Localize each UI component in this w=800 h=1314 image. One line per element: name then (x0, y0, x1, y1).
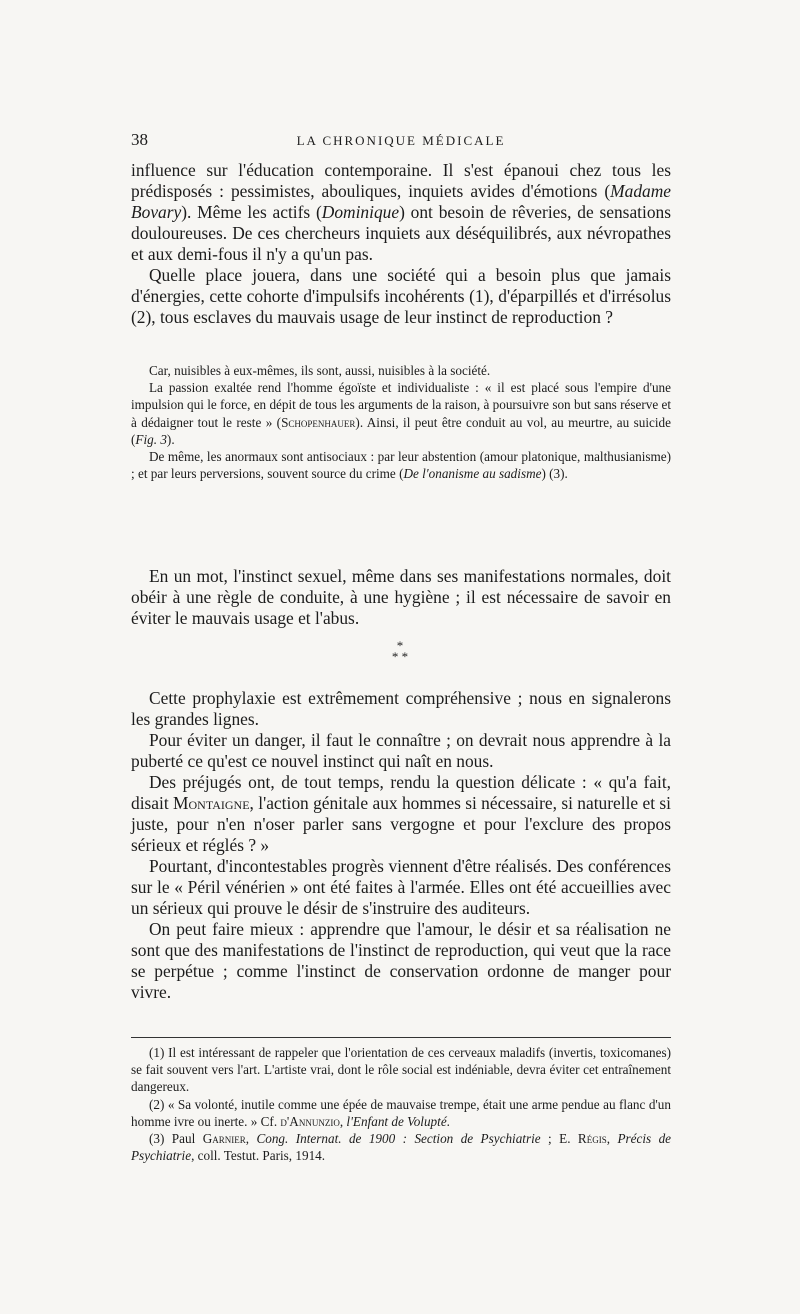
footnote-rule (131, 1037, 671, 1038)
footnote-2: (2) « Sa volonté, inutile comme une épée de mauvaise trempe, était une arme pendue au flanc d'un homme ivre ou inerte. » Cf. d'Annunzio, l'Enfant de Volupté. (131, 1096, 671, 1129)
paragraph-4: Pour éviter un danger, il faut le connaître ; on devrait nous apprendre à la puberté ce qu'est ce nouvel instinct qui naît en nous. (131, 730, 671, 771)
author-name: d'Annunzio (280, 1113, 340, 1129)
footnotes (131, 1044, 671, 1164)
author-name: Garnier (202, 1131, 246, 1147)
author-name: Schopenhauer (281, 414, 356, 430)
opening-section (131, 160, 671, 328)
quote-paragraph-2: La passion exaltée rend l'homme égoïste et individualiste : « il est placé sous l'empire d'une impulsion qui le force, en dépit de tous les arguments de la raison, à poursuivre son but sans réserve et à dédaigner tout le reste » (Schopenhauer). Ainsi, il peut être conduit au vol, au meurtre, au suicide (Fig. 3). (131, 380, 671, 447)
paragraph-2: Quelle place jouera, dans une société qui a besoin plus que jamais d'énergies, cette cohorte d'impulsifs incohérents (1), d'éparpillés et d'irrésolus (2), tous esclaves du mauvais usage de leur instinct de reproduction ? (131, 265, 671, 327)
work-title: Précis de Psychiatrie (131, 1131, 672, 1164)
page-header (131, 130, 671, 150)
page-number: 38 (131, 130, 148, 149)
paragraph-7: On peut faire mieux : apprendre que l'amour, le désir et sa réalisation ne sont que des manifestations de l'instinct de reproduction, qui veut que la race se perpétue ; comme l'instinct de conservation ordonne de manger pour vivre. (131, 919, 671, 1002)
paragraph-3: Cette prophylaxie est extrêmement compréhensive ; nous en signalerons les grandes lignes. (131, 688, 671, 729)
quote-paragraph-1: Car, nuisibles à eux-mêmes, ils sont, aussi, nuisibles à la société. (149, 363, 491, 378)
book-title: Madame Bovary (131, 181, 671, 222)
congress-reference: Cong. Internat. de 1900 : Section de Psychiatrie (256, 1131, 541, 1147)
conclusion-section (131, 566, 671, 629)
work-title: De l'onanisme au sadisme (403, 466, 542, 482)
separator-bottom-stars: * * (391, 649, 409, 664)
paragraph-1: influence sur l'éducation contemporaine. Il s'est épanoui chez tous les prédisposés : pessimistes, abouliques, inquiets avides d'émotions (Madame Bovary). Même les actifs (Dominique) ont besoin de rêveries, de sensations douloureuses. De ces chercheurs inquiets aux déséquilibrés, aux névropathes et aux demi-fous il n'y a qu'un pas. (131, 160, 671, 264)
author-name: Régis (577, 1131, 607, 1147)
paragraph-5: Des préjugés ont, de tout temps, rendu la question délicate : « qu'a fait, disait Montaigne, l'action génitale aux hommes si nécessaire, si naturelle et si juste, pour n'en n'oser parler sans vergogne et pour l'exclure des propos sérieux et réglés ? » (131, 772, 672, 855)
prophylaxis-section (131, 688, 671, 1003)
section-separator (0, 640, 800, 662)
book-title: Dominique (321, 202, 400, 222)
running-title: LA CHRONIQUE MÉDICALE (296, 133, 506, 148)
quoted-passage (131, 362, 671, 482)
author-name: Montaigne (173, 793, 250, 813)
paragraph-6: Pourtant, d'incontestables progrès viennent d'être réalisés. Des conférences sur le « Péril vénérien » ont été faites à l'armée. Elles ont été accueillies avec un sérieux qui prouve le désir de s'instruire des auditeurs. (131, 856, 671, 918)
quote-paragraph-3: De même, les anormaux sont antisociaux : par leur abstention (amour platonique, malthusianisme) ; et par leurs perversions, souvent source du crime (De l'onanisme au sadisme) (3). (131, 449, 671, 482)
conclusion-paragraph: En un mot, l'instinct sexuel, même dans ses manifestations normales, doit obéir à une règle de conduite, à une hygiène ; il est nécessaire de savoir en éviter le mauvais usage et l'abus. (131, 566, 671, 628)
separator-top-star: * (396, 638, 404, 653)
footnote-1: (1) Il est intéressant de rappeler que l'orientation de ces cerveaux maladifs (invertis, toxicomanes) se fait souvent vers l'art. L'artiste vrai, dont le rôle social est indéniable, devra éviter cet entraînement dangereux. (131, 1045, 671, 1095)
work-title: l'Enfant de Volupté (346, 1113, 447, 1129)
footnote-3: (3) Paul Garnier, Cong. Internat. de 1900 : Section de Psychiatrie ; E. Régis, Précis de Psychiatrie, coll. Testut. Paris, 1914. (131, 1131, 672, 1164)
figure-reference: Fig. 3 (135, 431, 167, 447)
